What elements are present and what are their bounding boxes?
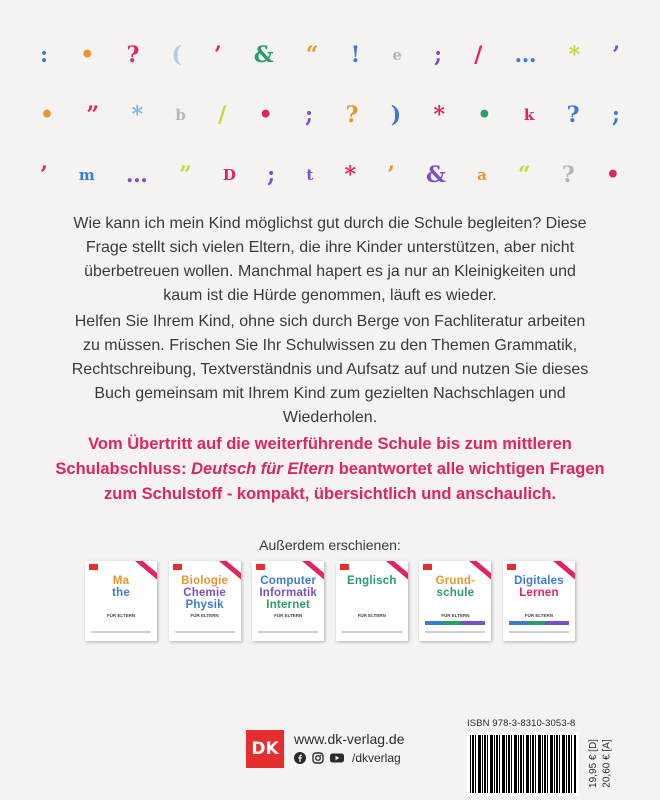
decorative-glyph: e xyxy=(392,46,402,64)
decorative-glyph: ? xyxy=(566,102,580,128)
intro-paragraph-2: Helfen Sie Ihrem Kind, ohne sich durch Berge von Fachliteratur arbeiten zu müssen. Frischen Sie Ihr Schulwissen zu den Themen Grammatik, Rechtschreibung, Textverständnis und Aufsatz auf und nutzen Sie dieses Buch gemeinsam mit Ihrem Kind zum gezielten Nachschlagen und Wiederholen. xyxy=(71,313,589,426)
book-subtitle: FÜR ELTERN xyxy=(274,613,303,618)
decorative-glyph: * xyxy=(433,102,446,128)
book-fineprint xyxy=(91,631,151,633)
book-title-line: Internet xyxy=(266,599,311,611)
book-cover xyxy=(252,561,324,641)
decorative-glyph: … xyxy=(125,162,148,188)
decorative-glyph: ( xyxy=(171,42,182,68)
decorative-glyph: • xyxy=(477,102,492,128)
book-cover xyxy=(85,561,157,641)
book-title xyxy=(87,575,155,599)
book-fineprint xyxy=(342,631,402,633)
dk-mini-logo xyxy=(340,564,349,570)
book-color-bar xyxy=(509,621,569,625)
book-cover xyxy=(169,561,241,641)
book-title-line: Informatik xyxy=(259,587,317,599)
decorative-glyph: * xyxy=(131,102,143,128)
decorative-glyph: b xyxy=(175,106,186,124)
price-austria: 20,60 € [A] xyxy=(601,739,613,788)
decorative-glyph: : xyxy=(40,42,49,68)
decorative-glyph: ’ xyxy=(387,162,395,188)
barcode xyxy=(467,732,579,796)
facebook-icon xyxy=(294,752,306,764)
book-title-line: Digitales xyxy=(514,575,564,587)
book-title-line: Lernen xyxy=(519,587,559,599)
dk-mini-logo xyxy=(423,564,432,570)
book-color-bar xyxy=(425,621,485,625)
instagram-icon xyxy=(312,752,324,764)
book-title xyxy=(421,575,489,599)
dk-mini-logo xyxy=(173,564,182,570)
dk-logo: DK xyxy=(246,730,284,768)
decorative-glyph: ’ xyxy=(214,42,222,68)
decorative-glyph: m xyxy=(78,166,95,184)
decorative-glyph: D xyxy=(222,166,236,184)
book-title-line: Englisch xyxy=(347,575,397,587)
glyph-row-1 xyxy=(40,40,620,70)
book-title xyxy=(338,575,406,587)
book-cover xyxy=(419,561,491,641)
decorative-glyph: k xyxy=(523,106,535,124)
decorative-glyph: ? xyxy=(126,42,140,68)
decorative-glyph: / xyxy=(218,102,227,128)
social-handle: /dkverlag xyxy=(352,751,401,765)
decorative-glyph: “ xyxy=(517,162,531,188)
book-title xyxy=(505,575,573,599)
book-subtitle: FÜR ELTERN xyxy=(106,613,136,618)
publisher-block xyxy=(246,730,405,768)
decorative-glyph: ’ xyxy=(612,42,620,68)
highlight-text-before: Vom Übertritt auf die weiterführende Schule bis zum mittleren Schulabschluss: xyxy=(55,435,572,478)
decorative-glyph: ” xyxy=(86,102,100,128)
decorative-glyph: ; xyxy=(305,102,314,128)
dk-mini-logo xyxy=(256,564,265,570)
book-title-line: schule xyxy=(436,587,475,599)
decorative-glyph: * xyxy=(568,42,581,68)
book-title-line: Biologie xyxy=(181,575,229,587)
book-title-highlight: Deutsch für Eltern xyxy=(191,460,335,478)
decorative-glyph: • xyxy=(80,42,95,68)
book-title xyxy=(171,575,239,611)
book-subtitle: FÜR ELTERN xyxy=(524,613,554,618)
book-cover xyxy=(336,561,408,641)
decorative-glyph: / xyxy=(474,42,483,68)
book-cover xyxy=(503,561,575,641)
publisher-url: www.dk-verlag.de xyxy=(294,731,405,747)
decorative-glyph: t xyxy=(306,166,314,184)
youtube-icon xyxy=(330,752,344,764)
isbn-block xyxy=(467,718,617,796)
book-subtitle: FÜR ELTERN xyxy=(441,613,470,618)
intro-paragraph-1: Wie kann ich mein Kind möglichst gut durch die Schule begleiten? Diese Frage stellt sich vielen Eltern, die ihre Kinder unterstützen, aber nicht überbetreuen wollen. Manchmal hapert es ja nur an Kleinigkeiten und kaum ist die Hürde genommen, läuft es wieder. xyxy=(73,215,587,304)
decorative-glyph: “ xyxy=(305,42,319,68)
book-fineprint xyxy=(258,631,318,633)
book-fineprint xyxy=(509,631,569,633)
decorative-glyph: ; xyxy=(267,162,276,188)
glyph-row-3 xyxy=(40,160,620,190)
dk-mini-logo xyxy=(507,564,516,570)
decorative-glyph: & xyxy=(253,42,274,68)
also-published-books xyxy=(85,561,575,641)
highlight-text-after: beantwortet alle wichtigen Fragen zum Schulstoff - kompakt, übersichtlich und anschaulich. xyxy=(104,460,605,503)
decorative-glyph: ; xyxy=(611,102,620,128)
decorative-glyph: ? xyxy=(345,102,359,128)
book-title-line: Chemie xyxy=(183,587,226,599)
book-fineprint xyxy=(425,631,485,633)
decorative-glyph: ) xyxy=(390,102,402,128)
decorative-glyph: • xyxy=(605,162,620,188)
decorative-glyph: ’ xyxy=(40,162,48,188)
book-title-line: the xyxy=(112,587,130,599)
book-subtitle: FÜR ELTERN xyxy=(357,613,386,618)
decorative-glyph: ! xyxy=(350,42,361,68)
book-title-line: Computer xyxy=(260,575,317,587)
decorative-glyph: ? xyxy=(561,162,575,188)
decorative-glyph: • xyxy=(40,102,55,128)
decorative-glyph: & xyxy=(426,162,446,188)
book-title-line: Grund- xyxy=(435,575,476,587)
decorative-glyph: • xyxy=(258,102,273,128)
decorative-glyph: ” xyxy=(179,162,192,188)
book-title-line: Ma xyxy=(112,575,130,587)
highlight-statement xyxy=(50,432,610,507)
book-title xyxy=(254,575,322,611)
glyph-row-2 xyxy=(40,100,620,130)
decorative-glyph: * xyxy=(344,162,356,188)
decorative-glyph: a xyxy=(477,166,487,184)
price-germany: 19,95 € [D] xyxy=(587,739,599,788)
decorative-glyph: … xyxy=(514,42,537,68)
book-subtitle: FÜR ELTERN xyxy=(190,613,219,618)
isbn-number: ISBN 978-3-8310-3053-8 xyxy=(467,718,576,729)
dk-mini-logo xyxy=(89,564,98,570)
book-fineprint xyxy=(175,631,235,633)
social-icons xyxy=(294,751,405,765)
decorative-glyph: ; xyxy=(434,42,443,68)
book-title-line: Physik xyxy=(185,599,224,611)
also-published-label: Außerdem erschienen: xyxy=(259,537,401,553)
